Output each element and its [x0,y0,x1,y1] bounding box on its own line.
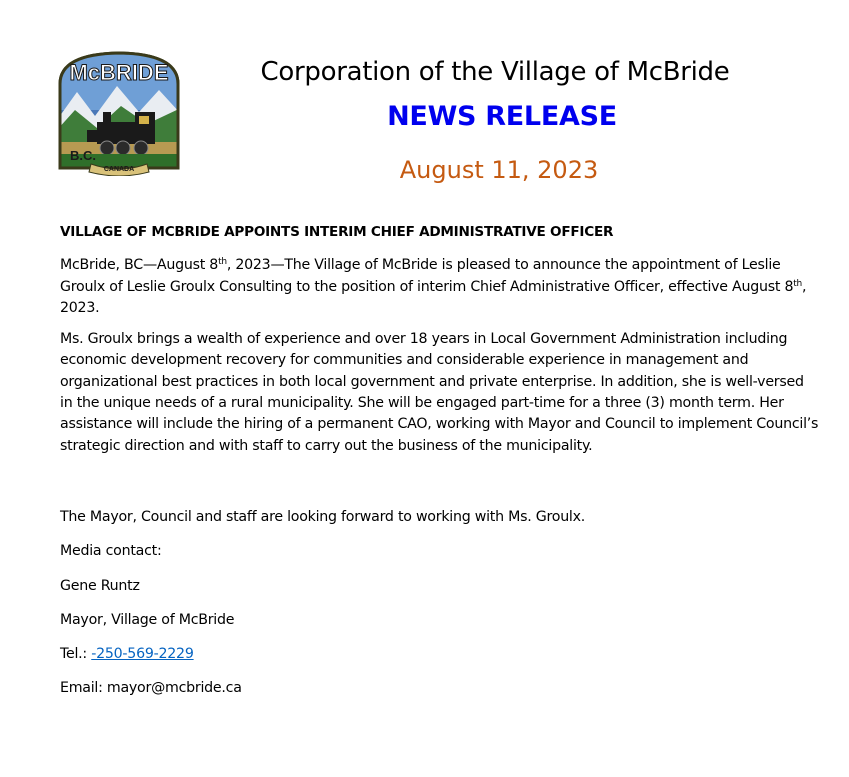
ordinal-suffix: th [793,278,802,289]
paragraph-announcement [60,255,820,319]
paragraph-experience: Ms. Groulx brings a wealth of experience and over 18 years in Local Government Administration including economic development recovery for communities and considerable experience in management and organizational best practices in both local government and private enterprise. In addition, she is well-versed in the unique needs of a rural municipality. She will be engaged part-time for a three (3) month term. Her assistance will include the hiring of a permanent CAO, working with Mayor and Council to implement Council’s strategic direction and with staff to carry out the business of the municipality. [60,331,819,454]
contact-name: Gene Runtz [60,577,140,594]
logo-name-text: McBRIDE [69,60,169,85]
contact-phone [60,644,820,665]
contact-email: Email: mayor@mcbride.ca [60,680,242,697]
logo-province-text: B.C. [70,148,96,163]
ordinal-suffix: th [218,257,227,268]
headline: VILLAGE OF MCBRIDE APPOINTS INTERIM CHIEF ADMINISTRATIVE OFFICER [60,224,614,240]
paragraph-closing: The Mayor, Council and staff are looking forward to working with Ms. Groulx. [60,508,586,525]
blank-space [60,467,820,507]
announcement-text-1: McBride, BC—August 8 [60,257,219,274]
logo-ribbon-text: CANADA [103,166,135,173]
phone-label: Tel.: [60,646,92,663]
mcbride-logo [57,50,181,176]
organization-title: Corporation of the Village of McBride [260,57,730,87]
media-contact-label: Media contact: [60,543,162,560]
news-release-label: NEWS RELEASE [387,101,617,132]
announcement-text-3: , 2023. [60,278,807,316]
announcement-text-2: , 2023—The Village of McBride is pleased to announce the appointment of Leslie Groulx of Leslie Groulx Consulting to the position of interim Chief Administrative Officer, effective August 8 [60,257,794,295]
contact-title: Mayor, Village of McBride [60,611,235,628]
train-logo-icon [57,50,181,176]
release-date: August 11, 2023 [399,156,599,184]
press-release-body [60,222,820,713]
phone-link[interactable]: -250-569-2229 [91,646,194,663]
